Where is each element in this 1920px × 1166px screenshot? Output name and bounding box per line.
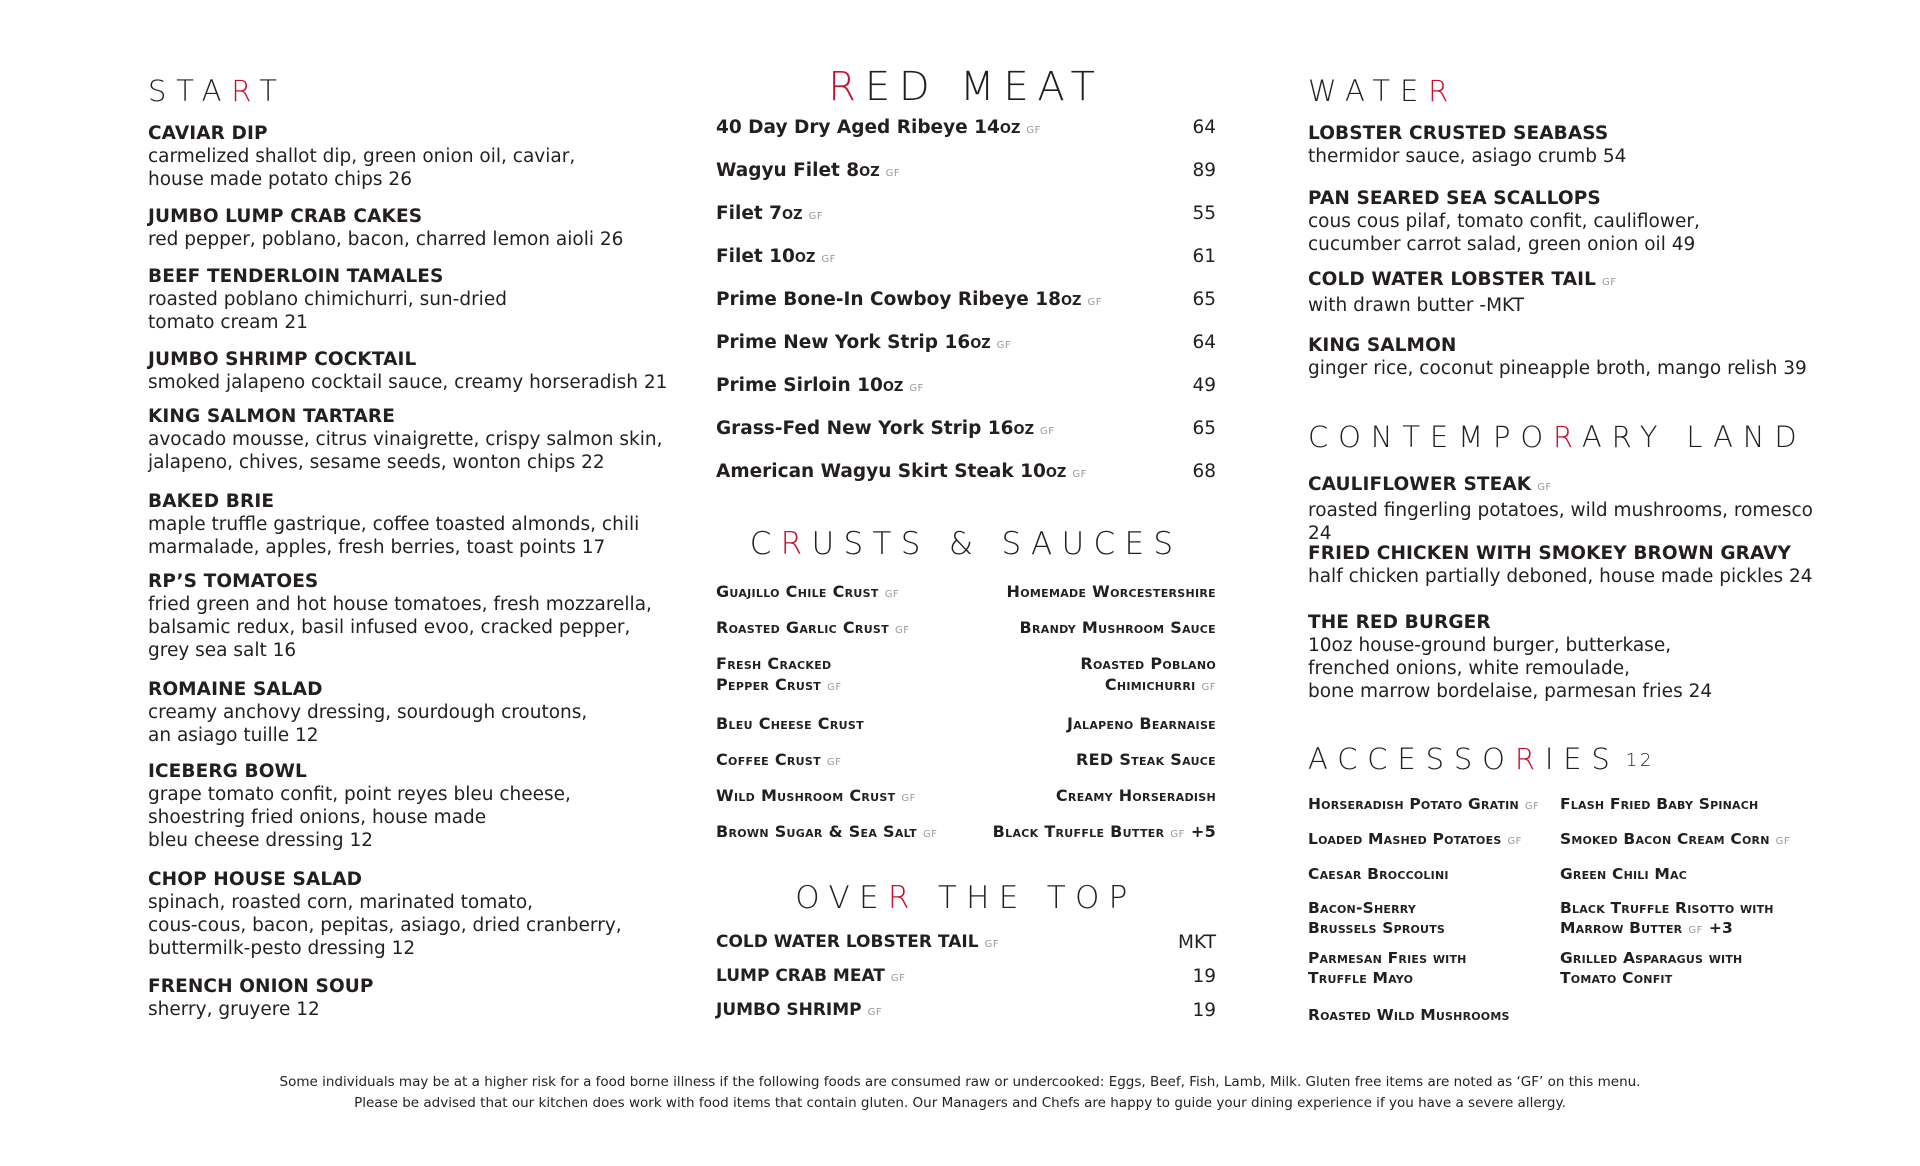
item-line-text: Marrow Butter: [1560, 919, 1683, 937]
item-line-text: Coffee Crust: [716, 750, 821, 769]
item-name: [716, 1000, 882, 1020]
item-description: ginger rice, coconut pineapple broth, mango relish 39: [1308, 358, 1807, 379]
item-line: [1560, 948, 1742, 968]
gf-badge: GF: [909, 383, 924, 394]
item-line-text: Loaded Mashed Potatoes: [1308, 830, 1502, 848]
item-description: cous cous pilaf, tomato confit, cauliflower,: [1308, 211, 1700, 232]
red-meat-item: [716, 418, 1216, 442]
item-name-text: 40 Day Dry Aged Ribeye 14: [716, 117, 1000, 138]
item-line: [1056, 785, 1216, 806]
crust-item: [716, 785, 916, 809]
accessory-item: [1560, 829, 1790, 852]
item-line: [716, 713, 864, 734]
item-name-text: Filet 10: [716, 246, 795, 267]
menu-item: [148, 490, 668, 559]
item-line: [1308, 864, 1449, 884]
crust-item: [716, 713, 864, 734]
gf-badge: GF: [1775, 836, 1791, 847]
sauce-item: [1056, 785, 1216, 806]
item-name: [148, 975, 668, 998]
item-line-text: Green Chili Mac: [1560, 865, 1688, 883]
item-name: [148, 205, 668, 228]
red-meat-item: [716, 289, 1216, 313]
sauce-item: [1076, 749, 1216, 770]
item-name-text: LUMP CRAB MEAT: [716, 966, 885, 986]
item-line: [1308, 829, 1522, 852]
menu-item: [148, 570, 668, 662]
item-line-text: Tomato Confit: [1560, 969, 1673, 987]
start-heading: START: [148, 74, 287, 108]
over-the-top-heading: OVER THE TOP: [795, 880, 1137, 916]
item-line-text: Bacon-Sherry: [1308, 899, 1416, 917]
item-name-text: Wagyu Filet 8: [716, 160, 860, 181]
item-line: [1560, 898, 1774, 918]
item-description: cucumber carrot salad, green onion oil 49: [1308, 234, 1696, 255]
item-name: [716, 332, 1011, 353]
item-description: balsamic redux, basil infused evoo, cracked pepper,: [148, 617, 631, 638]
item-name-text: KING SALMON TARTARE: [148, 406, 396, 427]
red-meat-item: [716, 332, 1216, 356]
item-name-text: CAVIAR DIP: [148, 123, 268, 144]
item-line-text: Caesar Broccolini: [1308, 865, 1449, 883]
item-name-text: LOBSTER CRUSTED SEABASS: [1308, 123, 1609, 144]
accessory-item: [1308, 898, 1445, 938]
item-name-text: JUMBO LUMP CRAB CAKES: [148, 206, 423, 227]
item-description: roasted fingerling potatoes, wild mushrooms, romesco 24: [1308, 500, 1813, 544]
disclaimer-line-1: Some individuals may be at a higher risk for a food borne illness if the following foods are consumed raw or undercooked: Eggs, Beef, Fish, Lamb, Milk. Gluten free items are noted as ‘GF’ on this menu.: [279, 1074, 1641, 1090]
item-description: creamy anchovy dressing, sourdough croutons,: [148, 702, 588, 723]
item-name-text: COLD WATER LOBSTER TAIL: [1308, 269, 1596, 290]
item-name-text: BAKED BRIE: [148, 491, 275, 512]
red-meat-item: [716, 117, 1216, 141]
item-name-text: ICEBERG BOWL: [148, 761, 307, 782]
item-line: [1308, 948, 1467, 968]
item-description: house made potato chips 26: [148, 169, 412, 190]
item-description: avocado mousse, citrus vinaigrette, crispy salmon skin,: [148, 429, 663, 450]
item-price: 64: [1192, 332, 1216, 353]
accessory-item: [1308, 829, 1522, 852]
item-description: bone marrow bordelaise, parmesan fries 24: [1308, 681, 1713, 702]
menu-item: [148, 760, 668, 852]
item-line: [1067, 713, 1216, 734]
crust-item: [716, 821, 937, 845]
item-name: [148, 348, 668, 371]
item-description: thermidor sauce, asiago crumb 54: [1308, 146, 1627, 167]
item-price: 68: [1192, 461, 1216, 482]
accessory-item: [1560, 898, 1774, 941]
item-name: [716, 117, 1041, 138]
gf-badge: GF: [890, 973, 906, 984]
gf-badge: GF: [1524, 801, 1540, 812]
item-name: [716, 160, 900, 181]
allergy-disclaimer: [0, 1072, 1920, 1114]
red-meat-item: [716, 246, 1216, 270]
red-meat-item: [716, 160, 1216, 184]
gf-badge: GF: [922, 829, 938, 840]
item-line-text: Truffle Mayo: [1308, 969, 1414, 987]
item-name: [148, 265, 668, 288]
item-description: marmalade, apples, fresh berries, toast points 17: [148, 537, 606, 558]
item-name: [1308, 122, 1828, 145]
item-name-text: FRENCH ONION SOUP: [148, 976, 374, 997]
item-line-text: Chimichurri: [1104, 675, 1196, 694]
ounce-unit: oz: [999, 117, 1021, 138]
item-name-text: JUMBO SHRIMP: [716, 1000, 862, 1020]
contemporary-heading: CONTEMPORARY LAND: [1308, 420, 1807, 454]
item-name-text: JUMBO SHRIMP COCKTAIL: [148, 349, 417, 370]
item-line: [716, 785, 916, 809]
item-name-text: PAN SEARED SEA SCALLOPS: [1308, 188, 1601, 209]
item-line: [716, 617, 909, 641]
accessory-item: [1308, 1005, 1510, 1025]
item-line: [1080, 653, 1216, 674]
menu-item: [148, 122, 668, 191]
item-line-text: RED Steak Sauce: [1076, 750, 1216, 769]
gf-badge: GF: [1507, 836, 1522, 847]
item-line: [1308, 968, 1467, 988]
gf-badge: GF: [996, 340, 1012, 351]
item-description: buttermilk-pesto dressing 12: [148, 938, 416, 959]
item-name-text: RP’S TOMATOES: [148, 571, 319, 592]
gf-badge: GF: [821, 254, 836, 265]
item-line: [1020, 617, 1216, 638]
accessories-heading: ACCESSORIES 12: [1308, 742, 1655, 776]
item-name-text: KING SALMON: [1308, 335, 1457, 356]
sauce-item: [1067, 713, 1216, 734]
item-price: 61: [1192, 246, 1216, 267]
sauce-item: [1020, 617, 1216, 638]
item-description: grey sea salt 16: [148, 640, 297, 661]
gf-badge: GF: [827, 682, 842, 693]
item-line-text: Brussels Sprouts: [1308, 919, 1446, 937]
gf-badge: GF: [1601, 277, 1617, 288]
item-description: an asiago tuille 12: [148, 725, 319, 746]
item-line: [1560, 794, 1758, 814]
menu-item: [1308, 473, 1828, 545]
item-line: [1080, 674, 1216, 698]
item-name: [148, 570, 668, 593]
item-price: 64: [1192, 117, 1216, 138]
item-line: [716, 749, 841, 773]
menu-item: [148, 678, 668, 747]
item-description: shoestring fried onions, house made: [148, 807, 487, 828]
gf-badge: GF: [1040, 426, 1055, 437]
accessory-item: [1308, 948, 1467, 988]
item-line: [1308, 918, 1445, 938]
item-line: [1560, 918, 1774, 941]
item-name: [716, 246, 836, 267]
item-description: sherry, gruyere 12: [148, 999, 320, 1020]
item-description: 10oz house-ground burger, butterkase,: [1308, 635, 1672, 656]
over-the-top-item: [716, 966, 1216, 990]
item-name: [148, 490, 668, 513]
item-name: [716, 375, 924, 396]
menu-item: [148, 405, 668, 474]
item-line-text: Roasted Wild Mushrooms: [1308, 1006, 1510, 1024]
ounce-unit: oz: [859, 160, 880, 181]
item-name: [716, 418, 1055, 439]
ounce-unit: oz: [970, 332, 991, 353]
gf-badge: GF: [984, 939, 1000, 950]
item-line: [1308, 1005, 1510, 1025]
item-line: [716, 674, 842, 698]
gf-badge: GF: [1026, 125, 1041, 136]
item-line-text: Fresh Cracked: [716, 654, 832, 673]
item-name: [1308, 542, 1828, 565]
ounce-unit: oz: [1013, 418, 1034, 439]
menu-item: [148, 348, 668, 394]
item-name: [1308, 611, 1828, 634]
item-line: [1308, 898, 1445, 918]
item-line: [1007, 581, 1216, 602]
item-name: [716, 966, 905, 986]
red-meat-item: [716, 461, 1216, 485]
item-description: red pepper, poblano, bacon, charred lemon aioli 26: [148, 229, 624, 250]
item-line-text: Roasted Poblano: [1080, 654, 1216, 673]
item-line: [1076, 749, 1216, 770]
item-price: 55: [1192, 203, 1216, 224]
item-name: [716, 289, 1102, 310]
item-description: with drawn butter -MKT: [1308, 295, 1525, 316]
item-name-text: COLD WATER LOBSTER TAIL: [716, 932, 979, 952]
item-name-text: Prime Sirloin 10: [716, 375, 883, 396]
item-price: 49: [1192, 375, 1216, 396]
gf-badge: GF: [1072, 469, 1087, 480]
item-description: roasted poblano chimichurri, sun-dried: [148, 289, 507, 310]
item-description: smoked jalapeno cocktail sauce, creamy horseradish 21: [148, 372, 668, 393]
item-name: [1308, 187, 1828, 210]
gf-badge: GF: [901, 793, 916, 804]
item-line-text: Wild Mushroom Crust: [716, 786, 896, 805]
menu-item: [148, 205, 668, 251]
item-name: [716, 461, 1087, 482]
item-name-text: FRIED CHICKEN WITH SMOKEY BROWN GRAVY: [1308, 543, 1792, 564]
item-line-text: Homemade Worcestershire: [1006, 582, 1216, 601]
sauce-item: [993, 821, 1216, 845]
item-line-text: Grilled Asparagus with: [1560, 949, 1743, 967]
item-name: [1308, 473, 1828, 499]
red-meat-heading: RED MEAT: [828, 64, 1104, 110]
red-meat-item: [716, 203, 1216, 227]
gf-badge: GF: [1201, 682, 1216, 693]
item-name: [716, 932, 999, 952]
item-name: [148, 868, 668, 891]
item-line-text: Brandy Mushroom Sauce: [1019, 618, 1216, 637]
item-description: half chicken partially deboned, house made pickles 24: [1308, 566, 1813, 587]
item-name: [716, 203, 823, 224]
menu-item: [148, 868, 668, 960]
item-name: [148, 122, 668, 145]
item-line: [716, 653, 842, 674]
item-name-text: American Wagyu Skirt Steak 10: [716, 461, 1046, 482]
gf-badge: GF: [808, 211, 824, 222]
crust-item: [716, 617, 909, 641]
gf-badge: GF: [867, 1007, 883, 1018]
item-line-text: Black Truffle Butter: [992, 822, 1165, 841]
item-name-text: THE RED BURGER: [1308, 612, 1491, 633]
upcharge: +3: [1708, 919, 1734, 937]
item-name: [148, 760, 668, 783]
gf-badge: GF: [884, 589, 900, 600]
ounce-unit: oz: [794, 246, 816, 267]
item-line: [1308, 794, 1539, 817]
item-description: jalapeno, chives, sesame seeds, wonton chips 22: [148, 452, 605, 473]
item-line-text: Flash Fried Baby Spinach: [1560, 795, 1759, 813]
gf-badge: GF: [894, 625, 910, 636]
item-description: tomato cream 21: [148, 312, 308, 333]
item-name: [1308, 268, 1828, 294]
item-line-text: Horseradish Potato Gratin: [1308, 795, 1519, 813]
sauce-item: [1007, 581, 1216, 602]
menu-item: [1308, 334, 1828, 380]
menu-item: [1308, 542, 1828, 588]
item-description: carmelized shallot dip, green onion oil, caviar,: [148, 146, 576, 167]
accessory-item: [1560, 948, 1742, 988]
menu-item: [1308, 187, 1828, 256]
ounce-unit: oz: [782, 203, 803, 224]
item-line-text: Black Truffle Risotto with: [1560, 899, 1774, 917]
item-line-text: Bleu Cheese Crust: [716, 714, 864, 733]
item-line: [716, 821, 937, 845]
accessory-item: [1560, 864, 1687, 884]
item-description: grape tomato confit, point reyes bleu cheese,: [148, 784, 571, 805]
item-line: [993, 821, 1216, 845]
item-line-text: Guajillo Chile Crust: [716, 582, 879, 601]
item-description: cous-cous, bacon, pepitas, asiago, dried cranberry,: [148, 915, 622, 936]
accessories-price: 12: [1625, 750, 1655, 771]
upcharge: +5: [1190, 822, 1216, 841]
gf-badge: GF: [1537, 482, 1552, 493]
ounce-unit: oz: [1045, 461, 1067, 482]
gf-badge: GF: [1087, 297, 1102, 308]
ounce-unit: oz: [1061, 289, 1082, 310]
item-price: 65: [1192, 289, 1216, 310]
item-description: fried green and hot house tomatoes, fresh mozzarella,: [148, 594, 652, 615]
over-the-top-item: [716, 1000, 1216, 1024]
sauce-item: [1080, 653, 1216, 698]
item-description: bleu cheese dressing 12: [148, 830, 374, 851]
item-line: [1560, 968, 1742, 988]
over-the-top-item: [716, 932, 1216, 956]
crust-item: [716, 581, 899, 605]
item-line-text: Pepper Crust: [716, 675, 822, 694]
crusts-heading: CRUSTS & SAUCES: [749, 526, 1183, 562]
item-line: [716, 581, 899, 605]
item-price: 19: [1192, 1000, 1216, 1021]
menu-item: [148, 265, 668, 334]
item-name-text: BEEF TENDERLOIN TAMALES: [148, 266, 444, 287]
accessory-item: [1308, 794, 1539, 817]
menu-item: [1308, 268, 1828, 317]
item-price: 89: [1192, 160, 1216, 181]
menu-item: [148, 975, 668, 1021]
item-line-text: Roasted Garlic Crust: [716, 618, 889, 637]
crust-item: [716, 749, 841, 773]
gf-badge: GF: [1688, 925, 1703, 936]
accessory-item: [1308, 864, 1449, 884]
item-line-text: Smoked Bacon Cream Corn: [1560, 830, 1770, 848]
item-line-text: Creamy Horseradish: [1055, 786, 1216, 805]
disclaimer-line-2: Please be advised that our kitchen does work with food items that contain gluten. Our Managers and Chefs are happy to guide your dining experience if you have a severe allergy.: [354, 1095, 1566, 1111]
item-description: spinach, roasted corn, marinated tomato,: [148, 892, 534, 913]
ounce-unit: oz: [882, 375, 904, 396]
item-line: [1560, 864, 1687, 884]
crust-item: [716, 653, 842, 698]
item-name-text: Prime Bone-In Cowboy Ribeye 18: [716, 289, 1061, 310]
item-name-text: CAULIFLOWER STEAK: [1308, 474, 1532, 495]
item-price: 19: [1192, 966, 1216, 987]
item-name: [148, 405, 668, 428]
item-name: [1308, 334, 1828, 357]
item-line: [1560, 829, 1790, 852]
red-meat-item: [716, 375, 1216, 399]
item-name-text: Prime New York Strip 16: [716, 332, 971, 353]
item-line-text: Parmesan Fries with: [1308, 949, 1467, 967]
item-name-text: Filet 7: [716, 203, 783, 224]
item-name-text: CHOP HOUSE SALAD: [148, 869, 363, 890]
item-description: maple truffle gastrique, coffee toasted almonds, chili: [148, 514, 640, 535]
gf-badge: GF: [826, 757, 842, 768]
menu-item: [1308, 611, 1828, 703]
item-name-text: Grass-Fed New York Strip 16: [716, 418, 1014, 439]
item-name: [148, 678, 668, 701]
item-price: 65: [1192, 418, 1216, 439]
water-heading: WATER: [1308, 74, 1459, 108]
item-price: MKT: [1178, 932, 1216, 953]
item-line-text: Jalapeno Bearnaise: [1066, 714, 1216, 733]
item-line-text: Brown Sugar & Sea Salt: [716, 822, 917, 841]
menu-item: [1308, 122, 1828, 168]
gf-badge: GF: [885, 168, 901, 179]
accessory-item: [1560, 794, 1758, 814]
gf-badge: GF: [1170, 829, 1185, 840]
item-name-text: ROMAINE SALAD: [148, 679, 323, 700]
item-description: frenched onions, white remoulade,: [1308, 658, 1630, 679]
